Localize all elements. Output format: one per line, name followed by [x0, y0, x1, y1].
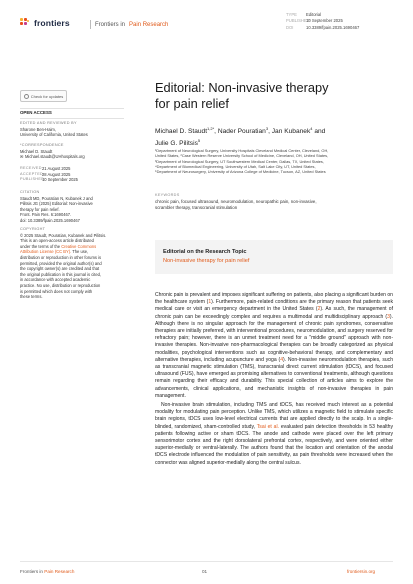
editor-affiliation: University of California, United States [20, 132, 88, 138]
editor-block [20, 121, 124, 138]
open-access-label [20, 110, 124, 116]
keywords-line: scrambler therapy, transcranial stimulation [155, 205, 238, 210]
accepted-key: ACCEPTED [20, 171, 44, 176]
author-name[interactable]: , Jan Kubanek [268, 128, 311, 136]
text-run: Non-invasive brain stimulation, including TMS and tDCS, has received much interest as a potential modality for modulating pain perception. Unlike TMS, which utilizes a magnetic field to stimulate specific brain regions, tDCS uses low-level electrical currents that are applied directly to the scalp. In a single-blinded, randomized, sham-controlled study, [155, 402, 393, 430]
affiliation-line: ³Department of Neurological Surgery, UT Southwestern Medical Center, Dallas, TX, United States, [155, 158, 324, 164]
editor-name: Sharone Ben-Haim, [20, 126, 56, 132]
author-name[interactable]: , Nader Pouratian [214, 128, 266, 136]
article-body [155, 292, 393, 469]
correspondence-block [20, 143, 124, 160]
affiliations [155, 148, 395, 174]
author-list [155, 124, 390, 148]
journal-prefix: Frontiers in [95, 21, 126, 28]
author-name[interactable]: Michael D. Staudt [155, 128, 208, 136]
text-run: ). Furthermore, pain-related conditions are the primary reason that patients seek medical care or visit an emergency department in the United States ( [155, 299, 393, 313]
text-run: ). Although there is no singular approach for the management of chronic pain syndromes, conservative therapies are initially preferred, with interventional procedures, neuromodulation, and surgery reserved for refractory pain; however, there is an unmet treatment need for a "middle ground" approach with non-invasive therapies. Non-invasive non-pharmacological therapies can be broadly categorized as physical modalities, psychological interventions such as cognitive-behavioral therapy, and complementary and alternative therapies, including acupuncture and yoga ( [155, 313, 393, 363]
correspondence-heading: *CORRESPONDENCE [20, 143, 64, 147]
license-link-cont[interactable]: Attribution License (CC BY). [20, 249, 72, 255]
meta-type-value: Editorial [306, 12, 322, 17]
research-topic-box [155, 240, 393, 274]
meta-published-key: PUBLISHED [286, 18, 310, 24]
frontiers-logo-icon [20, 18, 30, 28]
text-run: evaluated pain detection thresholds in 53 healthy patients following active or sham tDCS. The anode and cathode were placed over the left primary sensorimotor cortex and the right dorsolateral prefrontal cortex, respectively, and were oriented either superior-medially or ventral-laterally. The authors found that the location and orientation of the anodal tDCS electrode influenced the modulation of pain sensitivity, as pain thresholds were increased when the connector was aligned superior-medially along the central sulcus. [155, 423, 394, 466]
sidebar-divider [20, 118, 124, 119]
citation-doi[interactable]: doi: 10.3389/fpain.2025.1690467 [20, 217, 80, 223]
author-name[interactable]: Julie G. Pilitsis [155, 140, 198, 148]
meta-doi-key: DOI [286, 24, 294, 30]
footer-journal[interactable] [20, 569, 74, 574]
published-key: PUBLISHED [20, 177, 45, 182]
copyright-line: distribution or reproduction in other forums is [20, 254, 102, 260]
copyright-line: © 2025 Staudt, Pouratian, Kubanek and Pilitsis. [20, 232, 107, 238]
text-run: ). Non-invasive neuromodulation therapies, such as transcranial magnetic stimulation (TMS), transcranial direct current stimulation (tDCS), and focused ultrasound (FUS), have emerged as promising alternatives to conventional treatments, although questions remain regarding their efficacy and durability. This special collection of articles aims to explore the advancements, clinical applications, and mechanistic insights of non-invasive therapies in pain management. [155, 356, 393, 399]
keywords [155, 199, 380, 211]
page-number: 01 [202, 569, 208, 574]
journal-title[interactable] [90, 20, 168, 29]
author-sup: 1,2* [207, 126, 215, 131]
correspondence-name: Michael D. Staudt [20, 148, 53, 154]
citation-link[interactable]: 2 [317, 306, 321, 313]
received-value: 21 August 2025 [42, 166, 71, 171]
copyright-line: the copyright owner(s) are credited and that [20, 266, 100, 272]
research-topic-label: Editorial on the Research Topic [163, 249, 247, 255]
header-divider [90, 20, 91, 29]
article-title [155, 80, 385, 112]
copyright-block [20, 227, 124, 300]
citation-link[interactable]: 1 [208, 299, 212, 306]
check-for-updates-button[interactable] [20, 90, 67, 102]
correspondence-email[interactable]: Michael.staudt@UHhospitals.org [25, 154, 85, 160]
journal-name: Pain Research [129, 21, 169, 28]
license-link[interactable]: Creative Commons [61, 243, 97, 249]
copyright-line: these terms. [20, 294, 43, 300]
title-line-2: for pain relief [155, 96, 229, 111]
citation-line: Front. Pain Res. 6:1690467. [20, 212, 72, 218]
copyright-line: in accordance with accepted academic [20, 277, 91, 283]
paragraph [155, 292, 393, 400]
article-meta [286, 12, 359, 31]
footer-site-link[interactable]: frontiersin.org [347, 569, 376, 574]
brand-name: frontiers [34, 18, 70, 28]
copyright-line: This is an open-access article distributed [20, 238, 94, 244]
copyright-line: practice. No use, distribution or reproduction [20, 282, 101, 288]
meta-published-value: 10 September 2025 [306, 18, 343, 24]
copyright-line: under the terms of the [20, 243, 62, 249]
open-access: OPEN ACCESS [20, 110, 52, 115]
meta-doi-value[interactable]: 10.3389/fpain.2025.1690467 [306, 24, 360, 30]
citation-link[interactable]: 3 [387, 313, 390, 320]
research-topic-link[interactable]: Non-invasive therapy for pain relief [163, 258, 250, 264]
dates-block [20, 166, 124, 183]
affiliation-line: ¹Department of Neurological Surgery, University Hospitals Cleveland Medical Center, Cleveland, OH, [155, 148, 329, 153]
email-icon: ✉ [20, 154, 24, 160]
check-updates-label: Check for updates [30, 93, 64, 99]
accepted-value: 28 August 2025 [42, 171, 71, 177]
citation-line: therapy for pain relief. [20, 206, 60, 212]
footer-journal-name: Pain Research [44, 569, 75, 574]
edited-heading: EDITED AND REVIEWED BY [20, 121, 77, 125]
citation-line: Staudt MD, Pouratian N, Kubanek J and [20, 195, 93, 201]
update-check-icon [24, 94, 29, 99]
affiliation-line: ⁵Department of Neurosurgery, University of Arizona College of Medicine, Tucson, AZ, United States [155, 169, 326, 175]
copyright-heading: COPYRIGHT [20, 227, 46, 231]
frontiers-logo[interactable] [20, 18, 70, 28]
sidebar-divider [20, 108, 124, 109]
keywords-heading: KEYWORDS [155, 193, 180, 197]
affiliation-line: United States, ²Case Western Reserve University School of Medicine, Cleveland, OH, United States, [155, 153, 329, 159]
title-line-1: Editorial: Non-invasive therapy [155, 80, 329, 95]
text-run: ). As such, the management of chronic pain can be exceedingly complex and requires a multimodal and multidisciplinary approach ( [155, 306, 393, 320]
citation-block [20, 190, 124, 224]
author-sup: 3 [265, 126, 269, 131]
author-sup: 4 [310, 126, 313, 131]
author-conjunction: and [312, 128, 326, 136]
received-key: RECEIVED [20, 166, 42, 170]
citation-heading: CITATION [20, 190, 40, 194]
copyright-line: is permitted which does not comply with [20, 288, 93, 294]
published-value: 10 September 2025 [42, 177, 78, 183]
text-run: Chronic pain is prevalent and imposes significant suffering on patients, also placing a significant burden on the healthcare system ( [155, 292, 393, 306]
meta-type-key: TYPE [286, 12, 297, 17]
copyright-line: permitted, provided the original author(s) and [20, 260, 102, 266]
copyright-line: The use, [71, 249, 89, 255]
citation-line: Pilitsis JG (2025) Editorial: Non-invasive [20, 201, 93, 207]
citation-link[interactable]: 4 [280, 356, 283, 363]
reference-link[interactable]: Tsai et al. [256, 423, 280, 430]
affiliation-line: ⁴Department of Biomedical Engineering, University of Utah, Salt Lake City, UT, United States, [155, 163, 316, 169]
copyright-line: the original publication in this journal is cited, [20, 271, 102, 277]
footer-journal-prefix: Frontiers in [20, 569, 45, 574]
footer-divider [20, 561, 393, 562]
author-sup: 5 [197, 138, 201, 144]
keywords-line: chronic pain, focused ultrasound, neuromodulation, neuropathic pain, non-invasive, [155, 199, 317, 204]
paragraph [155, 402, 393, 467]
